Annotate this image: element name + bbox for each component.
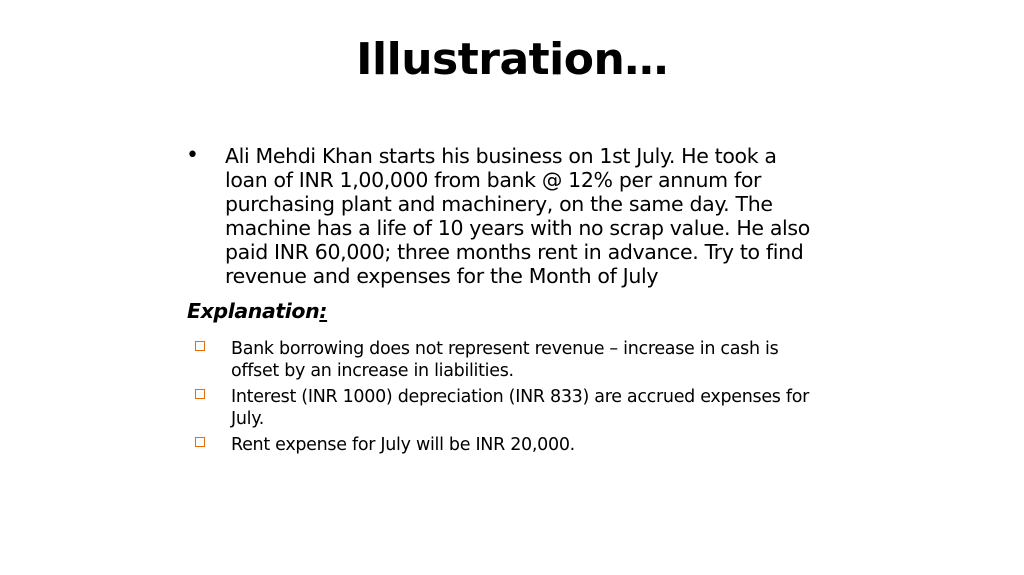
- main-bullet-text: Ali Mehdi Khan starts his business on 1st July. He took a loan of INR 1,00,000 from bank @ 12% per annum for purchasing plant and machinery, on the same day. The machine has a life of 10 years with no scrap value. He also paid INR 60,000; three months rent in advance. Try to find revenue and expenses for the Month of July: [225, 144, 810, 288]
- explanation-point: Interest (INR 1000) depreciation (INR 833) are accrued expenses for July.: [231, 387, 810, 429]
- slide-title: Illustration…: [356, 34, 668, 85]
- hollow-square-icon: [194, 386, 231, 408]
- main-bullet: [186, 144, 826, 288]
- explanation-heading: [187, 298, 327, 324]
- explanation-colon: :: [319, 299, 328, 323]
- list-item: [194, 338, 834, 382]
- explanation-list: [194, 338, 834, 460]
- bullet-dot-icon: •: [186, 143, 199, 168]
- explanation-point: Bank borrowing does not represent revenue – increase in cash is offset by an increase in liabilities.: [231, 339, 779, 381]
- hollow-square-icon: [194, 338, 231, 360]
- hollow-square-icon: [194, 434, 231, 456]
- explanation-point: Rent expense for July will be INR 20,000.: [231, 435, 575, 455]
- list-item: [194, 386, 834, 430]
- explanation-label: Explanation: [187, 299, 320, 323]
- list-item: [194, 434, 834, 456]
